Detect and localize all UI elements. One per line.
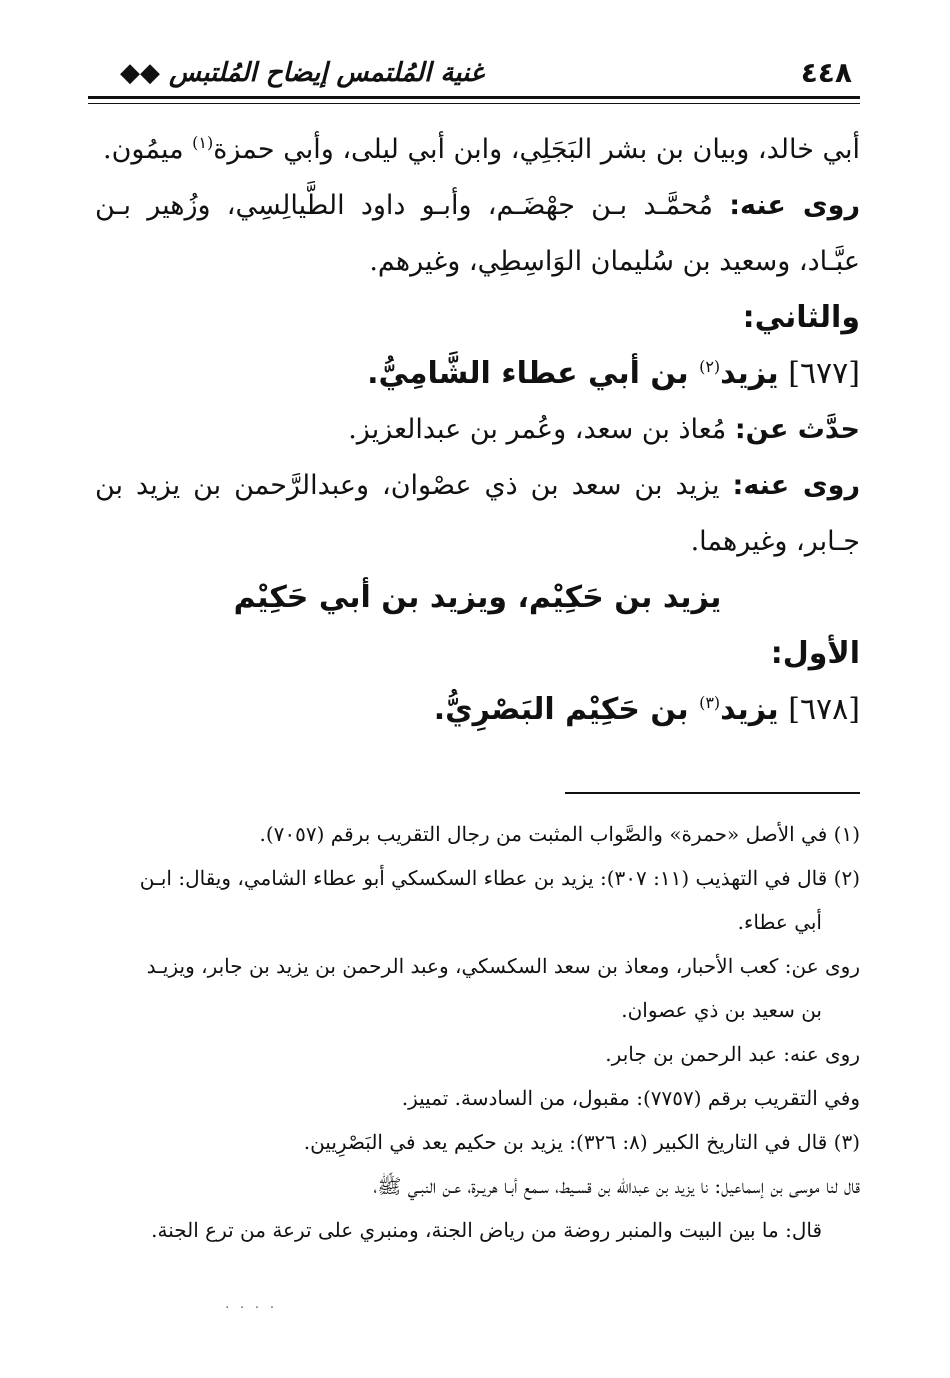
- text: ميمُون.: [103, 134, 193, 165]
- text: يزيد بن سعد بن ذي عصْوان، وعبدالرَّحمن بن يزيد بن جـابر، وغيرهما.: [95, 470, 860, 557]
- entry-name: يزيد: [720, 356, 779, 391]
- entry-title: [95, 346, 860, 402]
- footnote-ref: (٣): [699, 693, 721, 712]
- footnote-separator: [565, 792, 860, 794]
- footnote-line: روى عن: كعب الأحبار، ومعاذ بن سعد السكسكي، وعبد الرحمن بن يزيد بن جابر، ويزيـد: [146, 954, 860, 978]
- label: روى عنه:: [729, 190, 860, 221]
- paragraph: [95, 178, 860, 290]
- subheading: الأول:: [770, 636, 860, 671]
- section-title: يزيد بن حَكِيْم، ويزيد بن أبي حَكِيْم: [233, 580, 722, 615]
- text: مُعاذ بن سعد، وعُمر بن عبدالعزيز.: [348, 414, 735, 445]
- entry-name: يزيد: [720, 692, 779, 727]
- header-rule-thin: [88, 103, 860, 104]
- entry-number: [٦٧٧]: [778, 356, 860, 391]
- footnote: (٢) قال في التهذيب (١١: ٣٠٧): يزيد بن عطاء السكسكي أبو عطاء الشامي، ويقال: ابـن: [139, 866, 860, 890]
- subheading: والثاني:: [742, 300, 860, 335]
- scan-speckle: · · · ·: [225, 1300, 278, 1316]
- footnote-line: قال: ما بين البيت والمنبر روضة من رياض الجنة، ومنبري على ترعة من ترع الجنة.: [151, 1218, 822, 1242]
- footnote-line: وفي التقريب برقم (٧٧٥٧): مقبول، من السادسة. تمييز.: [401, 1086, 860, 1110]
- main-text: [95, 122, 860, 738]
- running-title: غنية المُلتمس إيضاح المُلتبس ◆◆: [120, 58, 484, 88]
- paragraph: [95, 458, 860, 570]
- footnotes: [95, 812, 860, 1252]
- entry-name-rest: بن حَكِيْم البَصْرِيُّ.: [433, 692, 700, 727]
- text: مُحمَّـد بـن جهْضَـم، وأبـو داود الطَّيالِسِي، وزُهير بـن عبَّـاد، وسعيد بن سُليمان الوَاسِطِي، وغيرهم.: [95, 190, 860, 277]
- text: أبي خالد، وبيان بن بشر البَجَلِي، وابن أبي ليلى، وأبي حمزة: [213, 134, 860, 165]
- footnote-ref: (٢): [699, 357, 721, 376]
- entry-name-rest: بن أبي عطاء الشَّامِيُّ.: [367, 356, 700, 391]
- label: روى عنه:: [732, 470, 861, 501]
- page-header: [90, 56, 860, 92]
- header-rule-thick: [88, 96, 860, 99]
- footnote: (١) في الأصل «حمرة» والصَّواب المثبت من رجال التقريب برقم (٧٠٥٧).: [259, 822, 860, 846]
- footnote: (٣) قال في التاريخ الكبير (٨: ٣٢٦): يزيد بن حكيم يعد في البَصْرِيين.: [303, 1130, 860, 1154]
- page-number: ٤٤٨: [800, 56, 852, 89]
- footnote-line: روى عنه: عبد الرحمن بن جابر.: [605, 1042, 860, 1066]
- footnote-line: قال لنا موسى بن إسماعيل: نا يزيد بن عبدالله بن قسـيط، سـمع أبـا هريـرة، عـن النبـي ﷺ،: [373, 1174, 860, 1198]
- entry-title: [95, 682, 860, 738]
- footnote-ref: (١): [192, 133, 214, 152]
- entry-number: [٦٧٨]: [778, 692, 860, 727]
- label: حدَّث عن:: [734, 414, 860, 445]
- footnote-line: أبي عطاء.: [737, 910, 822, 934]
- paragraph: [95, 402, 860, 458]
- paragraph: [95, 122, 860, 178]
- footnote-line: بن سعيد بن ذي عصوان.: [621, 998, 822, 1022]
